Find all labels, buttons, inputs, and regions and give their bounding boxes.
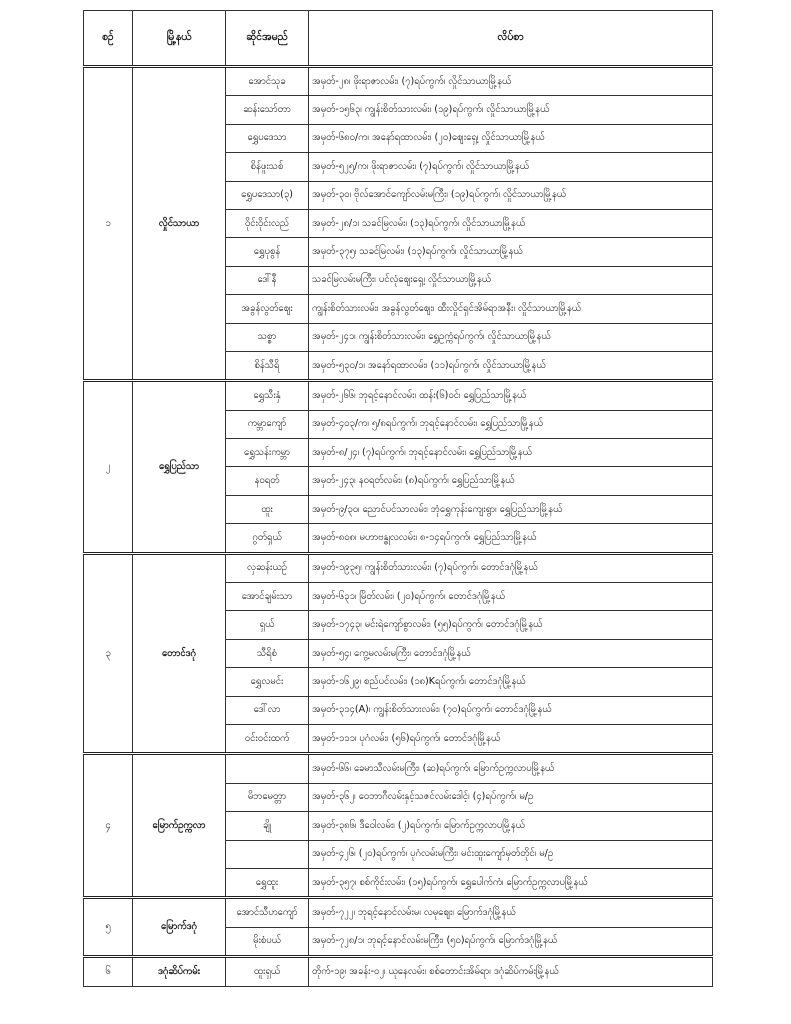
shop-address: အမှတ်-၅၂၅/က၊ ဖိုးရာဇာလမ်း၊ (၇)ရပ်ကွက်၊ လှိုင်သာယာမြို့နယ်: [309, 153, 713, 181]
shop-address: အမှတ်-၂၈၊ ဖိုးရာဇာလမ်း၊ (၇)ရပ်ကွက်၊ လှိုင်သာယာမြို့နယ်: [309, 67, 713, 96]
shop-address: အမှတ်-၈၀၈၊ မဟာဗန္ဓုလလမ်း၊ ၈-၁၄ရပ်ကွက်၊ ရွှေပြည်သာမြို့နယ်: [309, 524, 713, 553]
shop-address: အမှတ်-၅၃၀/၁၊ အနော်ရထာလမ်း၊ (၁၁)ရပ်ကွက်၊ လှိုင်သာယာမြို့နယ်: [309, 351, 713, 380]
table-row: [84, 754, 713, 783]
row-number: ၃: [84, 553, 133, 754]
table-row: [84, 898, 713, 927]
shop-name: ဝိုင်းဝိုင်းလည်: [226, 209, 309, 237]
table-header: [84, 11, 713, 67]
shop-address: အမှတ်-၆၃၁၊ မြိတ်လမ်း၊ (၂၀)ရပ်ကွက်၊ တောင်ဒဂုံမြို့နယ်: [309, 583, 713, 611]
shop-name: လှဆန်းယဉ်: [226, 553, 309, 582]
table-row: [84, 553, 713, 582]
shop-name: ရွှေပဒေသာ: [226, 124, 309, 152]
shop-name: အခွန်လွတ်ဈေး: [226, 295, 309, 323]
shop-name: သီရိစံ: [226, 639, 309, 667]
shop-name: ဒေါ်လာ: [226, 696, 309, 724]
township-name: လှိုင်သာယာ: [133, 67, 226, 381]
shop-name: ရွှေလမင်း: [226, 668, 309, 696]
township-group: [84, 957, 713, 986]
township-name: ရွှေပြည်သာ: [133, 381, 226, 553]
shop-address: အမှတ်-၇၂၂၊ ဘုရင့်နောင်လမ်းမ၊ လမုဈေး၊ မြောက်ဒဂုံမြို့နယ်: [309, 898, 713, 927]
shop-name: စိန်ဖူးသစ်: [226, 153, 309, 181]
shop-name: ဆန်းသော်တာ: [226, 96, 309, 124]
header-address: လိပ်စာ: [309, 11, 713, 67]
row-number: ၁: [84, 67, 133, 381]
shop-name: နဝရတ်: [226, 467, 309, 495]
shop-name: [226, 754, 309, 783]
shop-name: ရွှေသီးနှံ: [226, 381, 309, 410]
shop-address: အမှတ်-၃၆၂၊ ဝေဘာဂီလမ်းနှင့်သဇင်လမ်းဒေါင့်၊ (၄)ရပ်ကွက်၊ မ/ဥ: [309, 783, 713, 811]
shop-name: အောင်သီဟကျော်: [226, 898, 309, 927]
shop-address: အမှတ်-၁၁၁၊ ပုဂံလမ်း၊ (၅၆)ရပ်ကွက်၊ တောင်ဒဂုံမြို့နယ်: [309, 724, 713, 753]
shop-address: အမှတ်-၄၀၃/က၊ ၅/၈ရပ်ကွက်၊ ဘုရင့်နောင်လမ်း၊ ရွှေပြည်သာမြို့နယ်: [309, 410, 713, 438]
shop-name: ဝင်းဝင်းထက်: [226, 724, 309, 753]
row-number: ၅: [84, 898, 133, 957]
shop-name: ကမ္ဘာကျော်: [226, 410, 309, 438]
shop-name: မိဘမေတ္တာ: [226, 783, 309, 811]
township-group: [84, 553, 713, 754]
shop-name: အောင်သုခ: [226, 67, 309, 96]
shop-address: အမှတ်-၃၁၄(A)၊ ကျွန်းစိတ်သားလမ်း၊ (၇၀)ရပ်ကွက်၊ တောင်ဒဂုံမြို့နယ်: [309, 696, 713, 724]
township-group: [84, 754, 713, 898]
shop-address: အမှတ်-၁၆၂၉၊ စည်ပင်လမ်း၊ (၁၈)Kရပ်ကွက်၊ တောင်ဒဂုံမြို့နယ်: [309, 668, 713, 696]
shop-address: အမှတ်-၆၈၀/က၊ အနော်ရထာလမ်း၊ (၂၀)ဈေးရှေ့၊ လှိုင်သာယာမြို့နယ်: [309, 124, 713, 152]
shop-name: ထူးရှယ်: [226, 957, 309, 986]
shop-name: ရွှေပုစွန်: [226, 238, 309, 266]
shop-name: ရွှေပဒေသာ(၃): [226, 181, 309, 209]
table-row: [84, 381, 713, 410]
shop-address: အမှတ်-၂၆၆၊ ဘုရင့်နောင်လမ်း၊ ထန်း(၆)ဝင်၊ ရွှေပြည်သာမြို့နယ်: [309, 381, 713, 410]
shop-name: အောင်ချမ်းသာ: [226, 583, 309, 611]
row-number: ၂: [84, 381, 133, 553]
shop-address: အမှတ်-၉/၃၀၊ ညောင်ပင်သာလမ်း၊ ဘုံရွှေကုန်းကျေးရွာ၊ ရွှေပြည်သာမြို့နယ်: [309, 495, 713, 523]
shop-address: အမှတ်-၃၈၆၊ ဒီဝေါလမ်း၊ (၂)ရပ်ကွက်၊ မြောက်ဥက္ကလာပမြို့နယ်: [309, 812, 713, 840]
shop-address: အမှတ်-၂၄၁၊ ကျွန်းစိတ်သားလမ်း၊ ရွှေဥက္ကံရပ်ကွက်၊ လှိုင်သာယာမြို့နယ်: [309, 323, 713, 351]
shop-name: [226, 840, 309, 868]
shop-name: မိုးစံပယ်: [226, 927, 309, 956]
shop-address: အမှတ်-၅၄၊ ကွေ့မလမ်းမကြီး၊ တောင်ဒဂုံမြို့နယ်: [309, 639, 713, 667]
shop-address: အမှတ်-၈/၂၄၊ (၇)ရပ်ကွက်၊ ဘုရင့်နောင်လမ်း၊ ရွှေပြည်သာမြို့နယ်: [309, 439, 713, 467]
header-no: စဉ်: [84, 11, 133, 67]
shop-address: အမှတ်-၃၇၅၊ သခင်မြလမ်း၊ (၁၃)ရပ်ကွက်၊ လှိုင်သာယာမြို့နယ်: [309, 238, 713, 266]
shop-name: ရွှေသန်းကမ္ဘာ: [226, 439, 309, 467]
shop-name: ထူး: [226, 495, 309, 523]
shop-name: ရှယ်: [226, 611, 309, 639]
shop-address: အမှတ်-၇၂၈/၁၊ ဘုရင့်နောင်လမ်းမကြီး၊ (၅၀)ရပ်ကွက်၊ မြောက်ဒဂုံမြို့နယ်: [309, 927, 713, 956]
township-name: မြောက်ဒဂုံ: [133, 898, 226, 957]
shop-list-table: [83, 10, 713, 987]
shop-address: အမှတ်-၁၅၆၃၊ ကျွန်းစိတ်သားလမ်း၊ (၁၉)ရပ်ကွက်၊ လှိုင်သာယာမြို့နယ်: [309, 96, 713, 124]
shop-name: ဂွတ်ရှယ်: [226, 524, 309, 553]
township-name: ဒဂုံဆိပ်ကမ်း: [133, 957, 226, 986]
shop-address: အမှတ်-၃၅၇၊ စစ်ကိုင်းလမ်း၊ (၁၅)ရပ်ကွက်၊ ရွှေပေါက်ကံ၊ မြောက်ဥက္ကလာပမြို့နယ်: [309, 868, 713, 897]
township-group: [84, 67, 713, 381]
shop-address: အမှတ်-၂၄၃၊ နဝရတ်လမ်း၊ (၈)ရပ်ကွက်၊ ရွှေပြည်သာမြို့နယ်: [309, 467, 713, 495]
township-name: မြောက်ဥက္ကလာ: [133, 754, 226, 898]
table-row: [84, 67, 713, 96]
shop-address: တိုက်-၁၉၊ အခန်း-၀၂၊ ယုနေလမ်း၊ စစ်တောင်းအိမ်ရာ၊ ဒဂုံဆိပ်ကမ်းမြို့နယ်: [309, 957, 713, 986]
shop-address: အမှတ်-၁၇၄၃၊ မင်းရဲကျော်စွာလမ်း၊ (၅၅)ရပ်ကွက်၊ တောင်ဒဂုံမြို့နယ်: [309, 611, 713, 639]
shop-name: စိန်သီရိ: [226, 351, 309, 380]
shop-address: အမှတ်-၁၉၃၅၊ ကျွန်းစိတ်သားလမ်း၊ (၇)ရပ်ကွက်၊ တောင်ဒဂုံမြို့နယ်: [309, 553, 713, 582]
header-town: မြို့နယ်: [133, 11, 226, 67]
township-group: [84, 898, 713, 957]
shop-name: ဒေါ်နီ: [226, 266, 309, 294]
table-row: [84, 957, 713, 986]
township-group: [84, 381, 713, 553]
shop-address: အမှတ်-၃၀၊ ဗိုလ်အောင်ကျော်လမ်းမကြီး၊ (၁၉)ရပ်ကွက်၊ လှိုင်သာယာမြို့နယ်: [309, 181, 713, 209]
shop-address: ကျွန်းစိတ်သားလမ်း၊ အခွန်လွတ်ဈေး၊ ထီးလှိုင်ရှင်အိမ်ရာအနီး၊ လှိုင်သာယာမြို့နယ်: [309, 295, 713, 323]
shop-name: ချို: [226, 812, 309, 840]
shop-name: ရွှေထူး: [226, 868, 309, 897]
shop-address: အမှတ်-၂၈/၁၊ သခင်မြလမ်း၊ (၁၃)ရပ်ကွက်၊ လှိုင်သာယာမြို့နယ်: [309, 209, 713, 237]
header-shop: ဆိုင်အမည်: [226, 11, 309, 67]
shop-address: အမှတ်-၄၂၆၊ (၂၀)ရပ်ကွက်၊ ပုဂံလမ်းမကြီး၊ မင်းထူးကျော်မှတ်တိုင်၊ မ/ဥ: [309, 840, 713, 868]
shop-address: သခင်မြလမ်းမကြီး၊ ပင်လုံဈေးရှေ့၊ လှိုင်သာယာမြို့နယ်: [309, 266, 713, 294]
shop-address: အမှတ်-၆၆၊ ခေမာသီလမ်းမကြီး၊ (ဆ)ရပ်ကွက်၊ မြောက်ဥက္ကလာပမြို့နယ်: [309, 754, 713, 783]
shop-name: သစ္စာ: [226, 323, 309, 351]
row-number: ၄: [84, 754, 133, 898]
row-number: ၆: [84, 957, 133, 986]
township-name: တောင်ဒဂုံ: [133, 553, 226, 754]
